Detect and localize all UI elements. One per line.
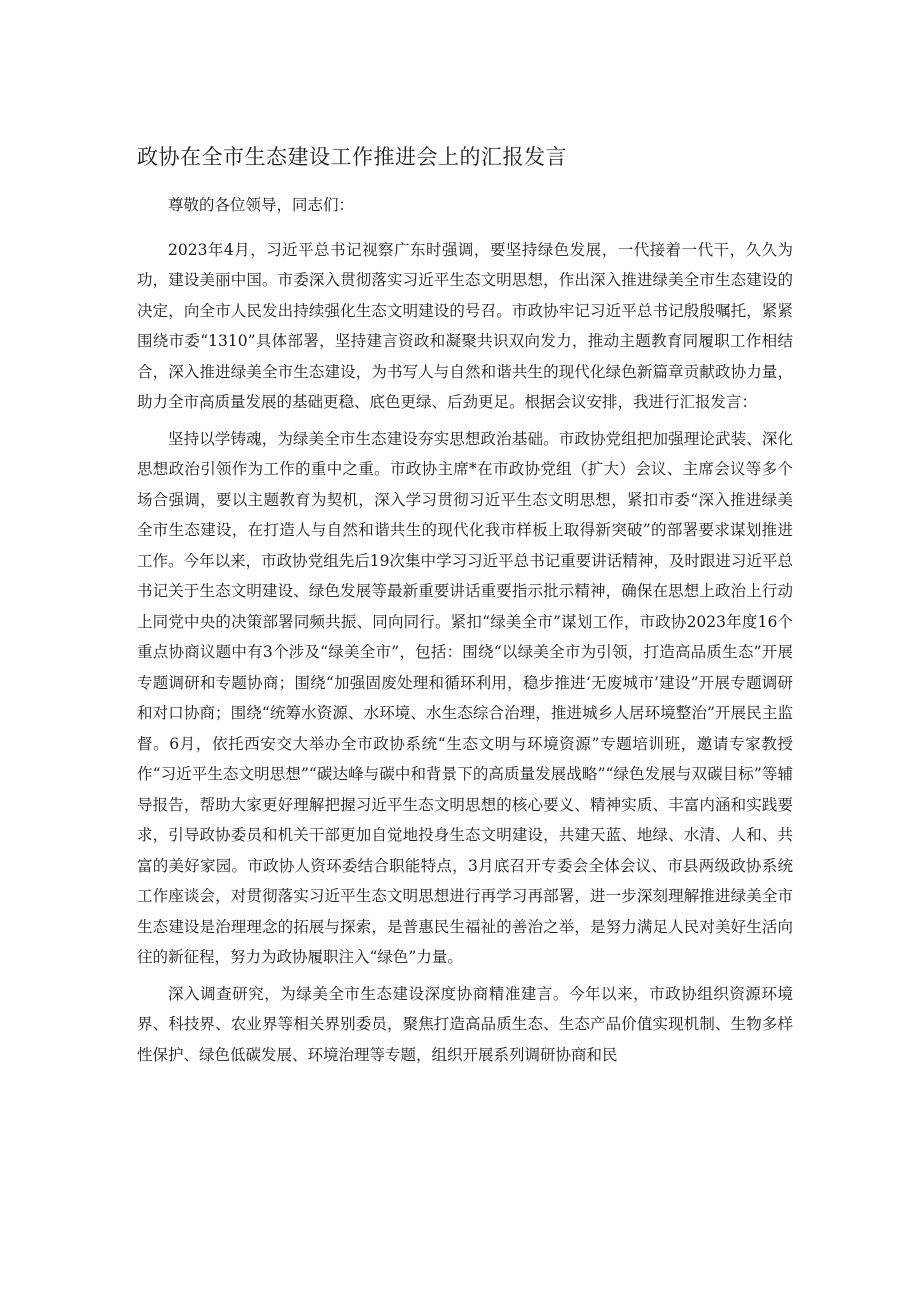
paragraph-intro: 2023年4月，习近平总书记视察广东时强调，要坚持绿色发展，一代接着一代干，久久为功，建设美丽中国。市委深入贯彻落实习近平生态文明思想，作出深入推进绿美全市生态建设的决定，向全市人民发出持续强化生态文明建设的号召。市政协牢记习近平总书记殷殷嘱托，紧紧围绕市委“1310”具体部署，坚持建言资政和凝聚共识双向发力，推动主题教育同履职工作相结合，深入推进绿美全市生态建设，为书写人与自然和谐共生的现代化绿色新篇章贡献政协力量，助力全市高质量发展的基础更稳、底色更绿、后劲更足。根据会议安排，我进行汇报发言： <box>137 240 793 411</box>
document-body <box>137 190 793 1076</box>
paragraph-research: 深入调查研究，为绿美全市生态建设深度协商精准建言。今年以来，市政协组织资源环境界、科技界、农业界等相关界别委员，聚焦打造高品质生态、生态产品价值实现机制、生物多样性保护、绿色低碳发展、环境治理等专题，组织开展系列调研协商和民 <box>137 984 793 1064</box>
document-title: 政协在全市生态建设工作推进会上的汇报发言 <box>137 145 567 169</box>
paragraph-study: 坚持以学铸魂，为绿美全市生态建设夯实思想政治基础。市政协党组把加强理论武装、深化思想政治引领作为工作的重中之重。市政协主席*在市政协党组（扩大）会议、主席会议等多个场合强调，要以主题教育为契机，深入学习贯彻习近平生态文明思想，紧扣市委“深入推进绿美全市生态建设，在打造人与自然和谐共生的现代化我市样板上取得新突破”的部署要求谋划推进工作。今年以来，市政协党组先后19次集中学习习近平总书记重要讲话精神，及时跟进习近平总书记关于生态文明建设、绿色发展等最新重要讲话重要指示批示精神，确保在思想上政治上行动上同党中央的决策部署同频共振、同向同行。紧扣“绿美全市”谋划工作，市政协2023年度16个重点协商议题中有3个涉及“绿美全市”，包括：围绕“以绿美全市为引领，打造高品质生态”开展专题调研和专题协商；围绕“加强固废处理和循环利用，稳步推进‘无废城市’建设”开展专题调研和对口协商；围绕“统筹水资源、水环境、水生态综合治理，推进城乡人居环境整治”开展民主监督。6月，依托西安交大举办全市政协系统“生态文明与环境资源”专题培训班，邀请专家教授作“习近平生态文明思想”“碳达峰与碳中和背景下的高质量发展战略”“绿色发展与双碳目标”等辅导报告，帮助大家更好理解把握习近平生态文明思想的核心要义、精神实质、丰富内涵和实践要求，引导政协委员和机关干部更加自觉地投身生态文明建设，共建天蓝、地绿、水清、人和、共富的美好家园。市政协人资环委结合职能特点，3月底召开专委会全体会议、市县两级政协系统工作座谈会，对贯彻落实习近平生态文明思想进行再学习再部署，进一步深刻理解推进绿美全市生态建设是治理理念的拓展与探索，是普惠民生福祉的善治之举，是努力满足人民对美好生活向往的新征程，努力为政协履职注入“绿色”力量。 <box>137 429 793 966</box>
salutation: 尊敬的各位领导，同志们： <box>168 196 355 214</box>
